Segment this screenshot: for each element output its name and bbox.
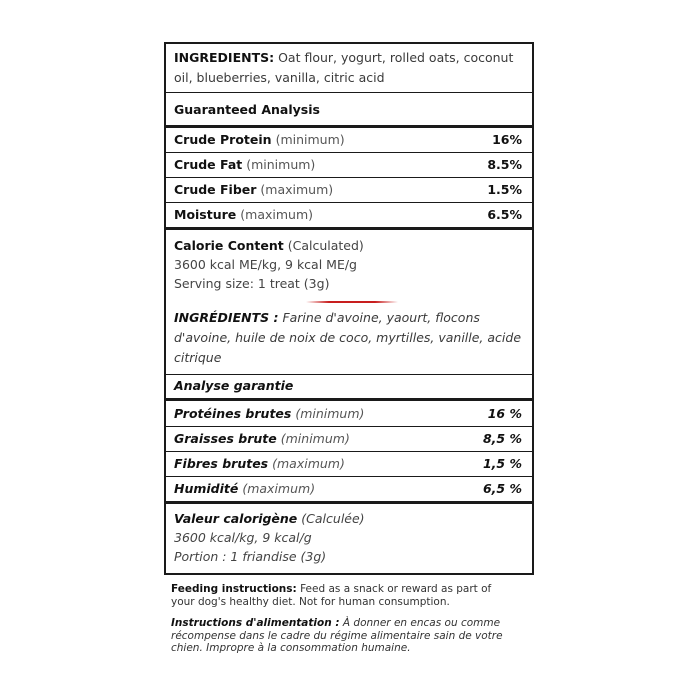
row-name: Crude Fat <box>174 157 243 172</box>
nutrition-label <box>164 42 534 575</box>
feeding-label-en: Feeding instructions: <box>171 583 297 595</box>
ingredients-text-en: Oat flour, yogurt, rolled oats, coconut oil, blueberries, vanilla, citric acid <box>174 50 514 85</box>
row-value: 16 % <box>487 406 522 421</box>
divider-thick <box>166 227 532 230</box>
serving-size-en: Serving size: 1 treat (3g) <box>174 276 330 291</box>
feeding-line2-fr: récompense dans le cadre du régime alimentaire sain de votre <box>171 629 503 642</box>
row-value: 1,5 % <box>482 456 522 471</box>
ingredients-fr <box>174 308 524 368</box>
calorie-label-fr: Valeur calorigène <box>174 511 298 526</box>
ingredients-en <box>174 48 524 88</box>
analysis-row-protein-fr <box>174 401 524 426</box>
calorie-label-en: Calorie Content <box>174 238 284 253</box>
feeding-line1-en: Feed as a snack or reward as part of <box>300 583 492 595</box>
row-qualifier: (maximum) <box>272 456 345 471</box>
row-qualifier: (maximum) <box>260 182 334 197</box>
analysis-row-fat-en <box>174 152 524 177</box>
row-qualifier: (minimum) <box>295 406 365 421</box>
row-value: 6.5% <box>487 207 522 222</box>
analysis-row-fiber-en <box>174 177 524 202</box>
row-name: Graisses brute <box>174 431 277 446</box>
calorie-qualifier-en: (Calculated) <box>287 238 364 253</box>
row-name: Crude Protein <box>174 132 272 147</box>
row-name: Moisture <box>174 207 237 222</box>
row-name: Humidité <box>174 481 239 496</box>
row-qualifier: (minimum) <box>280 431 350 446</box>
divider-thick <box>166 501 532 504</box>
row-value: 8,5 % <box>482 431 522 446</box>
analysis-row-protein-en <box>174 127 524 152</box>
analysis-title-fr: Analyse garantie <box>174 378 294 393</box>
feeding-label-fr: Instructions d'alimentation : <box>171 617 340 629</box>
row-value: 8.5% <box>487 157 522 172</box>
feeding-line1-fr: À donner en encas ou comme <box>342 617 501 629</box>
row-value: 16% <box>492 132 522 147</box>
feeding-instructions-fr <box>171 617 541 655</box>
divider <box>166 92 532 93</box>
analysis-row-moisture-en <box>174 202 524 227</box>
analysis-row-fat-fr <box>174 426 524 451</box>
calorie-value-en: 3600 kcal ME/kg, 9 kcal ME/g <box>174 257 357 272</box>
ingredients-label-en: INGREDIENTS: <box>174 50 275 65</box>
row-qualifier: (minimum) <box>246 157 316 172</box>
row-name: Protéines brutes <box>174 406 292 421</box>
row-name: Fibres brutes <box>174 456 269 471</box>
feeding-line3-fr: chien. Impropre à la consommation humaine. <box>171 642 411 654</box>
row-qualifier: (maximum) <box>242 481 316 496</box>
row-name: Crude Fiber <box>174 182 257 197</box>
feeding-line2-en: your dog's healthy diet. Not for human consumption. <box>171 595 450 608</box>
calorie-value-fr: 3600 kcal/kg, 9 kcal/g <box>174 530 312 545</box>
analysis-title-en: Guaranteed Analysis <box>174 102 320 117</box>
row-qualifier: (minimum) <box>275 132 345 147</box>
serving-size-fr: Portion : 1 friandise (3g) <box>174 549 327 564</box>
divider <box>166 374 532 375</box>
calorie-content-fr <box>174 509 524 566</box>
analysis-row-fiber-fr <box>174 451 524 476</box>
row-value: 6,5 % <box>482 481 522 496</box>
row-value: 1.5% <box>487 182 522 197</box>
ingredients-label-fr: INGRÉDIENTS : <box>174 310 279 325</box>
analysis-row-moisture-fr <box>174 476 524 501</box>
feeding-instructions-en <box>171 583 541 608</box>
ingredients-text-fr: Farine d'avoine, yaourt, flocons d'avoine, huile de noix de coco, myrtilles, vanille, acide citrique <box>174 310 522 365</box>
calorie-content-en <box>174 236 524 293</box>
red-accent-line <box>306 301 398 303</box>
calorie-qualifier-fr: (Calculée) <box>301 511 365 526</box>
row-qualifier: (maximum) <box>240 207 314 222</box>
